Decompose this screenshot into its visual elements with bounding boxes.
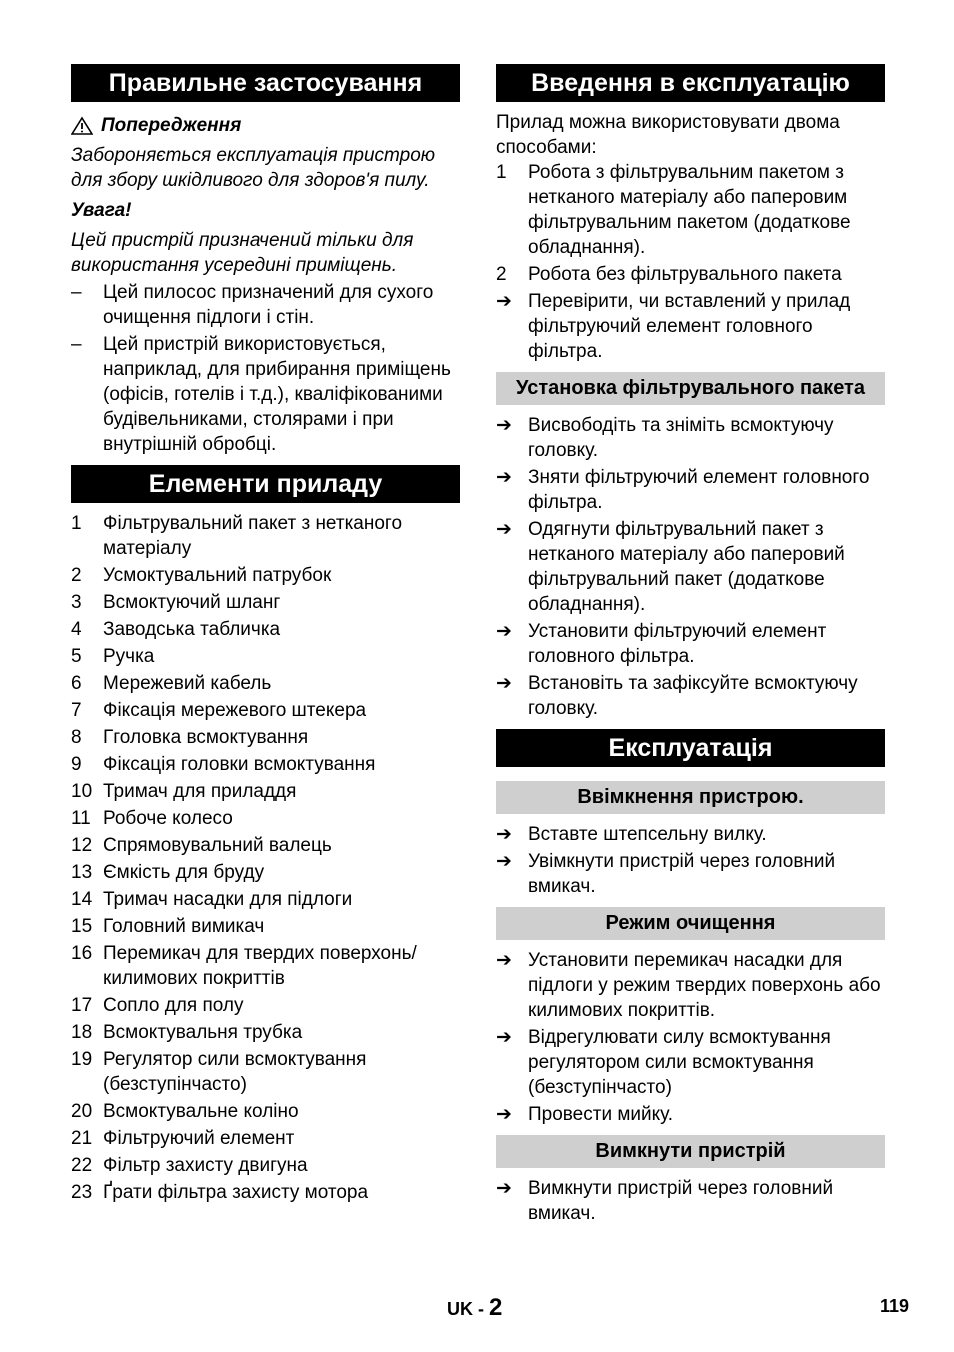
list-item: 15 Головний вимикач (71, 916, 265, 937)
arrow-icon: ➔ (496, 851, 512, 872)
warning-text: Забороняється експлуатація пристрою для збору шкідливого для здоров'я пилу. (71, 145, 436, 191)
attention-text: Цей пристрій призначений тільки для використання усередині приміщень. (71, 230, 414, 276)
list-item: 1 Фільтрувальний пакет з нетканого матеріалу (71, 513, 403, 559)
arrow-icon: ➔ (496, 1027, 512, 1048)
left-column (71, 64, 460, 1205)
list-item: 10 Тримач для приладдя (71, 781, 297, 802)
subheading-switch-off: Вимкнути пристрій (496, 1135, 885, 1168)
arrow-icon: ➔ (496, 1104, 512, 1125)
attention-label: Увага! (71, 200, 132, 221)
list-item: 21 Фільтруючий елемент (71, 1128, 295, 1149)
dash-marker: – (71, 334, 82, 355)
list-item: 23 Ґрати фільтра захисту мотора (71, 1182, 369, 1203)
arrow-icon: ➔ (496, 1178, 512, 1199)
list-item: 8 Гголовка всмоктування (71, 727, 309, 748)
list-item: ➔ Висвободіть та зніміть всмоктуючу головку. (496, 415, 834, 461)
arrow-icon: ➔ (496, 621, 512, 642)
list-item: 16 Перемикач для твердих поверхонь/ килимових покриттів (71, 943, 417, 989)
list-item: 20 Всмоктувальне коліно (71, 1101, 299, 1122)
list-item: ➔ Одягнути фільтрувальний пакет з нетканого матеріалу або паперовий фільтрувальний пакет (додаткове обладнання). (496, 519, 845, 615)
list-item: ➔ Вимкнути пристрій через головний вмикач. (496, 1178, 834, 1224)
list-item: 13 Ємкість для бруду (71, 862, 265, 883)
warning-label: Попередження (101, 115, 242, 136)
heading-operation: Експлуатація (496, 729, 885, 767)
list-item: ➔ Зняти фільтруючий елемент головного фільтра. (496, 467, 870, 513)
switch-off-steps-list (496, 1176, 885, 1226)
dash-list (71, 280, 460, 457)
list-item: 2 Усмоктувальний патрубок (71, 565, 332, 586)
warning-header (71, 113, 460, 138)
list-item: 4 Заводська табличка (71, 619, 281, 640)
elements-list (71, 511, 460, 1205)
footer-language-page (447, 1294, 502, 1322)
list-item: – Цей пристрій використовується, наприклад, для прибирання приміщень (офісів, готелів і т.д.), кваліфікованими будівельниками, столярами і при внутрішній обробці. (71, 334, 451, 455)
list-item: ➔ Установити перемикач насадки для підлоги у режим твердих поверхонь або килимових покриттів. (496, 950, 881, 1021)
list-item: 3 Всмоктуючий шланг (71, 592, 281, 613)
arrow-icon: ➔ (496, 519, 512, 540)
list-item: ➔ Установити фільтруючий елемент головного фільтра. (496, 621, 827, 667)
arrow-icon: ➔ (496, 415, 512, 436)
list-item: ➔ Вставте штепсельну вилку. (496, 824, 767, 845)
list-item: 7 Фіксація мережевого штекера (71, 700, 367, 721)
list-item: ➔ Провести мийку. (496, 1104, 674, 1125)
dash-marker: – (71, 282, 82, 303)
list-item: 22 Фільтр захисту двигуна (71, 1155, 308, 1176)
install-steps-list (496, 413, 885, 721)
page-number: 119 (880, 1296, 910, 1316)
list-item: 12 Спрямовувальний валець (71, 835, 332, 856)
cleaning-steps-list (496, 948, 885, 1127)
list-item: 19 Регулятор сили всмоктування (безступінчасто) (71, 1049, 367, 1095)
subheading-install-filter-bag: Установка фільтрувального пакета (496, 372, 885, 405)
arrow-icon: ➔ (496, 673, 512, 694)
arrow-icon: ➔ (496, 291, 512, 312)
warning-triangle-icon (71, 116, 93, 135)
subheading-switch-on: Ввімкнення пристрою. (496, 781, 885, 814)
arrow-icon: ➔ (496, 824, 512, 845)
heading-proper-use: Правильне застосування (71, 64, 460, 102)
list-item: ➔ Увімкнути пристрій через головний вмикач. (496, 851, 836, 897)
list-item: 5 Ручка (71, 646, 155, 667)
footer-lang-code: UK - (447, 1299, 489, 1319)
heading-commissioning: Введення в експлуатацію (496, 64, 885, 102)
list-item: 1 Робота з фільтрувальним пакетом з нетканого матеріалу або паперовим фільтрувальним пакетом (додаткове обладнання). (496, 162, 851, 258)
list-item: ➔ Перевірити, чи вставлений у прилад фільтруючий елемент головного фільтра. (496, 291, 851, 362)
list-item: ➔ Встановіть та зафіксуйте всмоктуючу головку. (496, 673, 858, 719)
right-column (496, 64, 885, 1226)
list-item: 9 Фіксація головки всмоктування (71, 754, 376, 775)
subheading-cleaning-mode: Режим очищення (496, 907, 885, 940)
arrow-icon: ➔ (496, 467, 512, 488)
list-item: 6 Мережевий кабель (71, 673, 272, 694)
arrow-icon: ➔ (496, 950, 512, 971)
heading-device-elements: Елементи приладу (71, 465, 460, 503)
list-item: 14 Тримач насадки для підлоги (71, 889, 353, 910)
list-item: 11 Робоче колесо (71, 808, 233, 829)
footer-lang-page: 2 (489, 1294, 503, 1321)
list-item: 18 Всмоктувальня трубка (71, 1022, 303, 1043)
list-item: ➔ Відрегулювати силу всмоктування регулятором сили всмоктування (безступінчасто) (496, 1027, 831, 1098)
list-item: 17 Сопло для полу (71, 995, 244, 1016)
list-item: – Цей пилосос призначений для сухого очищення підлоги і стін. (71, 282, 434, 328)
list-item: 2 Робота без фільтрувального пакета (496, 264, 842, 285)
switch-on-steps-list (496, 822, 885, 899)
commissioning-intro: Прилад можна використовувати двома способами: (496, 112, 840, 158)
